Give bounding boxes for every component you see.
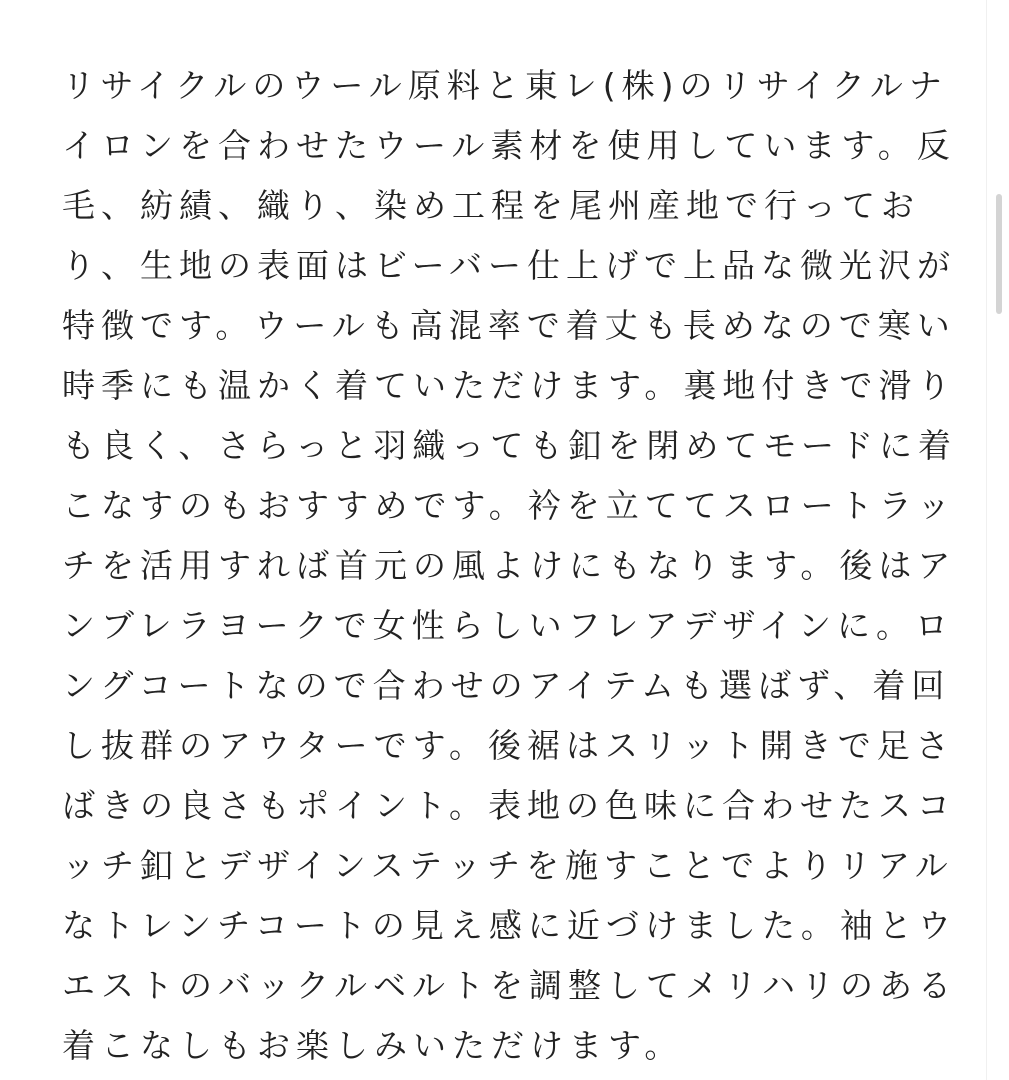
description-line: チを活用すれば首元の風よけにもなります。後はア — [62, 546, 957, 585]
description-line: し抜群のアウターです。後裾はスリット開きで足さ — [62, 726, 955, 765]
scrollbar-thumb[interactable] — [996, 194, 1002, 314]
description-line: ンブレラヨークで女性らしいフレアデザインに。ロ — [62, 606, 955, 645]
description-line: イロンを合わせたウール素材を使用しています。反 — [62, 126, 956, 165]
product-description — [62, 56, 958, 1076]
description-line: り、生地の表面はビーバー仕上げで上品な微光沢が — [62, 246, 957, 285]
vertical-scrollbar[interactable] — [996, 180, 1002, 310]
description-line: エストのバックルベルトを調整してメリハリのある — [62, 966, 958, 1005]
description-line: 特徴です。ウールも高混率で着丈も長めなので寒い — [62, 306, 956, 345]
description-line: こなすのもおすすめです。衿を立ててスロートラッ — [62, 486, 957, 525]
description-line: 毛、紡績、織り、染め工程を尾州産地で行ってお — [62, 186, 920, 225]
description-line: 時季にも温かく着ていただけます。裏地付きで滑り — [62, 366, 957, 405]
description-line: なトレンチコートの見え感に近づけました。袖とウ — [62, 906, 957, 945]
description-line: も良く、さらっと羽織っても釦を閉めてモードに着 — [62, 426, 958, 465]
description-line: ばきの良さもポイント。表地の色味に合わせたスコ — [62, 786, 957, 825]
description-line: リサイクルのウール原料と東レ(株)のリサイクルナ — [62, 66, 948, 105]
description-line: ッチ釦とデザインステッチを施すことでよりリアル — [62, 846, 954, 885]
description-line: 着こなしもお楽しみいただけます。 — [62, 1026, 684, 1065]
page-edge-divider — [986, 0, 987, 1080]
description-line: ングコートなので合わせのアイテムも選ばず、着回 — [62, 666, 951, 705]
